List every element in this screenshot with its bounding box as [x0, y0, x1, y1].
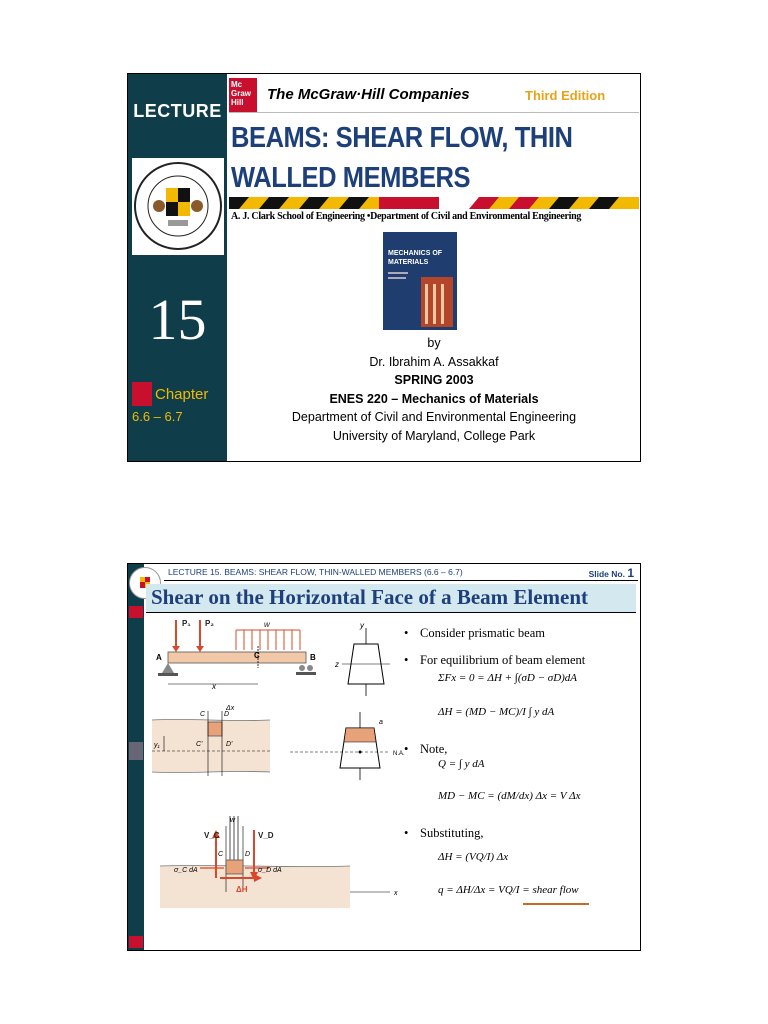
department-label: Department of Civil and Environmental Engineering	[291, 410, 577, 424]
mcgraw-hill-icon	[132, 382, 152, 406]
shear-vc-label: V_C	[204, 831, 220, 840]
shear-flow-underline	[523, 903, 589, 905]
fbd-w-label: w	[230, 817, 236, 824]
chapter-label: Chapter	[155, 386, 209, 403]
maryland-flag-stripe	[229, 197, 639, 209]
slide-title: Shear on the Horizontal Face of a Beam Element	[151, 585, 589, 609]
support-b-label: B	[310, 653, 316, 662]
bullet-3: • Note,	[406, 742, 447, 757]
chapter-range: 6.6 – 6.7	[132, 409, 183, 424]
support-a-label: A	[156, 653, 162, 662]
section-c-label: C	[200, 711, 206, 718]
beam-figures	[150, 616, 420, 946]
by-label: by	[427, 336, 441, 350]
equation-3: Q = ∫ y dA	[438, 758, 485, 770]
lecture-label: LECTURE	[133, 101, 222, 121]
delta-x-label: Δx	[226, 705, 235, 712]
dimension-x-label: x	[212, 682, 216, 691]
title-slide	[127, 73, 641, 462]
slide-number	[589, 566, 634, 580]
term-label: SPRING 2003	[394, 373, 474, 387]
lecture-number: 15	[148, 287, 207, 352]
equation-6: q = ΔH/Δx = VQ/I = shear flow	[438, 884, 579, 896]
textbook-cover-image	[383, 232, 457, 330]
content-slide	[127, 563, 641, 951]
fbd-d-label: D	[245, 851, 251, 858]
lecture-info	[229, 334, 639, 445]
lecture-header-line: LECTURE 15. BEAMS: SHEAR FLOW, THIN-WALLED MEMBERS (6.6 – 6.7)	[168, 567, 463, 577]
university-label: University of Maryland, College Park	[332, 428, 536, 443]
publisher-name: The McGraw·Hill Companies	[267, 86, 470, 103]
y1-label: y₁	[154, 742, 160, 749]
slide-number-value: 1	[627, 566, 634, 580]
area-a-label: a	[379, 719, 383, 726]
bullet-4: • Substituting,	[406, 826, 484, 841]
equation-4: MD − MC = (dM/dx) Δx = V Δx	[438, 790, 581, 802]
lecture-title	[231, 118, 583, 198]
sigma-c-label: σ_C dA	[174, 867, 198, 874]
load-w-label: w	[264, 620, 270, 629]
course-label: ENES 220 – Mechanics of Materials	[329, 391, 539, 406]
axis-y-label: y	[360, 621, 364, 630]
book-thumbnail-icon	[129, 742, 143, 760]
slide-title-bar	[146, 584, 636, 613]
equation-2: ΔH = (MD − MC)/I ∫ y dA	[438, 706, 555, 718]
d-prime-label: D'	[226, 741, 233, 748]
sigma-d-label: σ_D dA	[258, 867, 282, 874]
fbd-x-label: x	[394, 890, 398, 897]
publisher-header	[229, 78, 639, 113]
axis-z-label: z	[335, 660, 339, 669]
svg-text:MATERIALS: MATERIALS	[388, 259, 429, 266]
mcgraw-hill-icon	[129, 936, 143, 948]
equation-1: ΣFx = 0 = ΔH + ∫(σD − σD)dA	[438, 672, 578, 684]
university-seal-logo	[132, 158, 224, 255]
mcgraw-hill-icon	[129, 606, 143, 618]
title-line-1: BEAMS: SHEAR FLOW, THIN	[231, 122, 573, 154]
slide-number-label: Slide No.	[588, 569, 625, 579]
free-body-figure	[160, 816, 398, 908]
bullet-1: • Consider prismatic beam	[406, 626, 545, 641]
point-c-label: C	[254, 651, 260, 660]
shear-vd-label: V_D	[258, 831, 274, 840]
svg-text:MECHANICS OF: MECHANICS OF	[388, 250, 443, 257]
bullet-2: • For equilibrium of beam element	[406, 653, 585, 668]
mcgraw-hill-logo: Mc Graw Hill	[229, 78, 257, 112]
beam-element-figure	[152, 705, 405, 780]
author-name: Dr. Ibrahim A. Assakkaf	[369, 354, 499, 369]
section-d-label: D	[224, 711, 230, 718]
load-p1-label: P₁	[182, 619, 191, 628]
fbd-c-label: C	[218, 851, 224, 858]
delta-h-label: ΔH	[236, 885, 248, 894]
title-line-2: WALLED MEMBERS	[231, 162, 471, 194]
school-line: A. J. Clark School of Engineering •Department of Civil and Environmental Engineering	[231, 211, 582, 222]
c-prime-label: C'	[196, 741, 203, 748]
beam-figure-top	[156, 619, 390, 696]
edition-label: Third Edition	[525, 88, 606, 103]
load-p2-label: P₂	[205, 619, 214, 628]
equation-5: ΔH = (VQ/I) Δx	[438, 851, 509, 863]
title-slide-sidebar	[128, 74, 227, 461]
neutral-axis-label: N.A.	[393, 751, 405, 757]
slide-header-bar	[164, 566, 638, 581]
